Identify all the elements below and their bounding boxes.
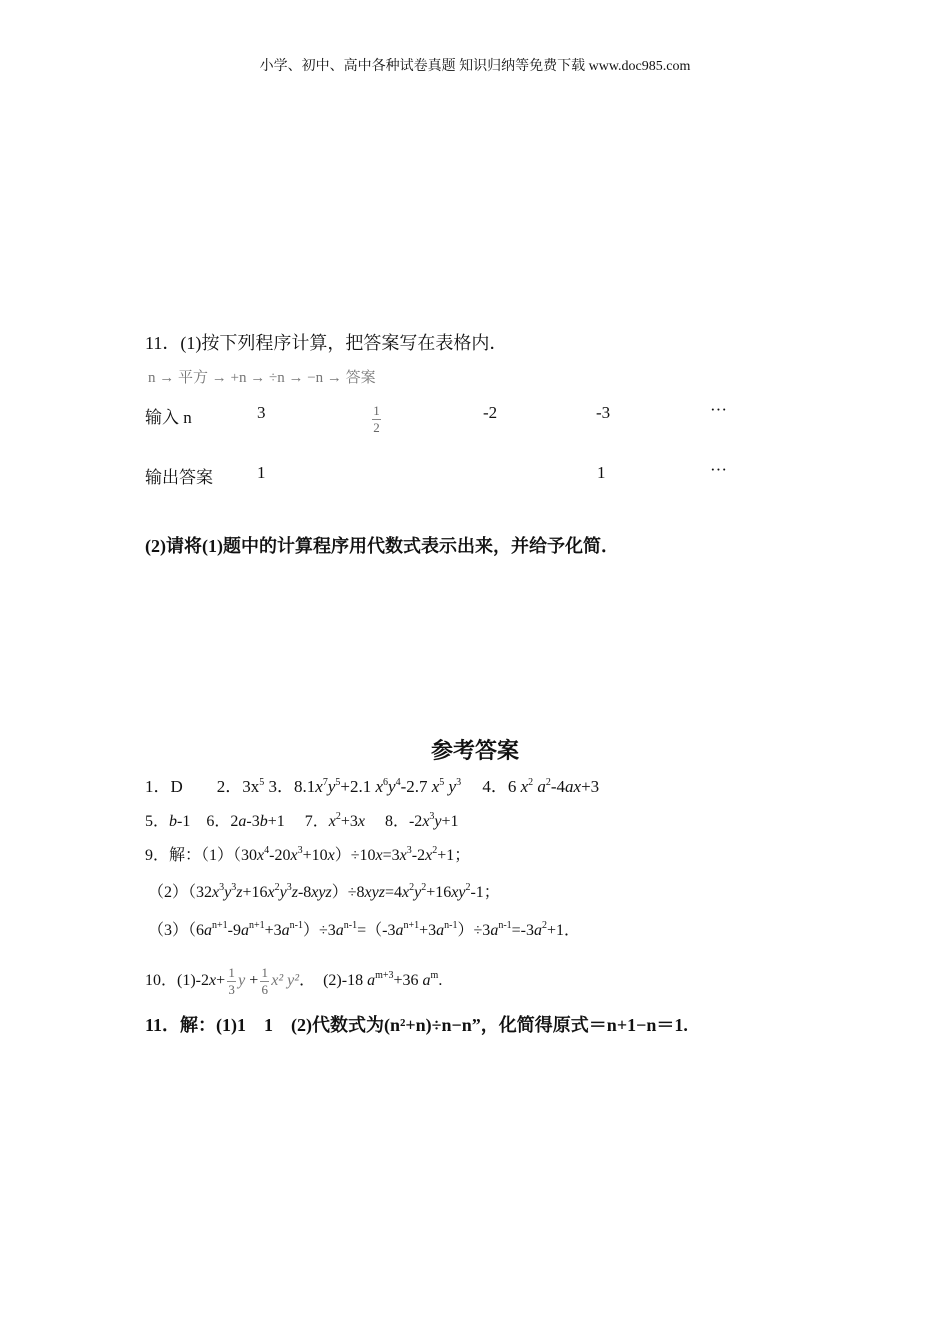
answer-segment: y (444, 777, 457, 796)
output-2: 1 (597, 463, 606, 482)
answer-segment: x (290, 847, 298, 864)
answer-segment: y (434, 813, 442, 830)
answer-segment: =（-3 (357, 922, 396, 939)
answer-segment: x (212, 884, 220, 901)
answer-segment: （2）（32 (148, 884, 213, 901)
answer-line-3 (145, 846, 470, 866)
answer-segment: x (357, 813, 365, 830)
answer-segment: +16 (426, 884, 452, 901)
answer-segment: 5． (145, 813, 170, 830)
answer-line-4 (148, 883, 500, 903)
answer-line-1 (145, 777, 599, 797)
answer-segment: 2 (465, 882, 471, 893)
answer-segment: -3 (246, 813, 260, 830)
answer-segment: +3 (419, 922, 437, 939)
answer-segment: 2 (528, 777, 534, 788)
answer-segment: 4．6 (461, 777, 521, 796)
answer-segment: 2 (274, 882, 280, 893)
answer-segment: a (240, 922, 249, 939)
answer-segment: a (395, 922, 404, 939)
answer-11: 11．解：(1)1 1 (2)代数式为(n²+n)÷n−n”，化简得原式＝n+1−n＝1. (145, 1015, 688, 1035)
answer-segment: n-1 (343, 920, 358, 931)
answer-segment: x (399, 847, 407, 864)
answer-segment: +1． (547, 922, 581, 939)
answer-segment: =3 (382, 847, 400, 864)
answer-segment: 2 (542, 920, 548, 931)
answer-segment: x (520, 777, 529, 796)
answer-segment: xyz (364, 884, 385, 901)
answer-segment: +1 7． (267, 813, 329, 830)
answer-segment: y (388, 777, 396, 796)
input-half: $\frac{1}{2}$ (373, 403, 380, 435)
input-3: 3 (257, 403, 266, 422)
answer-segment: 2 (409, 882, 415, 893)
question-11-part2: (2)请将(1)题中的计算程序用代数式表示出来，并给予化简． (145, 536, 619, 556)
answer-segment: 7 (322, 777, 328, 788)
answer-segment: +1； (437, 847, 471, 864)
answer-segment: +10 (302, 847, 328, 864)
answer-segment: a (281, 922, 290, 939)
answer-segment: xyz (311, 884, 332, 901)
answer-segment: n+1 (248, 920, 265, 931)
answer-segment: -2.7 (400, 777, 432, 796)
answer-segment: ）÷3 (457, 922, 491, 939)
answer-segment: x (267, 884, 275, 901)
answer-segment: -8 (297, 884, 312, 901)
answer-segment: 3x (242, 777, 260, 796)
answer-segment: b (169, 813, 178, 830)
answer-segment: x (315, 777, 323, 796)
answer-segment: +3 (581, 777, 600, 796)
answer-segment: a (534, 922, 543, 939)
answer-segment: a (533, 777, 546, 796)
answer-segment: -1 6．2 (177, 813, 239, 830)
answer-segment: x (425, 847, 433, 864)
answer-segment: a (436, 922, 445, 939)
answer-segment: y (279, 884, 287, 901)
answer-segment: 6 (383, 777, 389, 788)
answer-segment: =4 (384, 884, 402, 901)
answer-segment: -20 (269, 847, 291, 864)
answer-segment: 3 (231, 882, 237, 893)
answer-segment: （3）（6 (148, 922, 205, 939)
answer-segment: y (224, 884, 232, 901)
input-minus3: -3 (596, 403, 611, 422)
answer-segment: x (375, 777, 384, 796)
answer-segment: 3 (429, 811, 435, 822)
output-1: 1 (257, 463, 266, 482)
input-minus2: -2 (483, 403, 498, 422)
answer-segment: y (327, 777, 336, 796)
answer-segment: n-1 (498, 920, 512, 931)
answer-segment: x (375, 847, 383, 864)
answer-segment: a (238, 813, 247, 830)
answer-segment: =-3 (511, 922, 535, 939)
page-header: 小学、初中、高中各种试卷真题 知识归纳等免费下载 www.doc985.com (259, 59, 691, 74)
answer-segment: a (490, 922, 499, 939)
answer-segment: 3 (219, 882, 225, 893)
answer-segment: 4 (264, 845, 270, 856)
answers-title: 参考答案 (430, 738, 519, 763)
answer-segment: x (327, 847, 335, 864)
answer-segment: ）÷8 (331, 884, 365, 901)
answer-segment: +3 (340, 813, 358, 830)
answer-segment: 3 (456, 777, 462, 788)
answer-segment: +2.1 (340, 777, 376, 796)
answer-segment: 3 (286, 882, 292, 893)
answer-segment: n+1 (212, 920, 228, 931)
answer-segment: -9 (227, 922, 241, 939)
answer-segment: ）÷3 (303, 922, 336, 939)
answer-segment: 4 (395, 777, 401, 788)
answer-segment: 3 (297, 845, 303, 856)
question-11-title: 11．(1)按下列程序计算，把答案写在表格内． (145, 333, 508, 353)
answer-segment: n+1 (403, 920, 420, 931)
answer-line-2 (145, 812, 459, 832)
answer-segment: -1； (470, 884, 500, 901)
answer-segment: ）÷10 (334, 847, 376, 864)
answer-segment: x (422, 813, 430, 830)
answer-segment: 5 (335, 777, 341, 788)
answer-segment: x (401, 884, 410, 901)
answer-line-5 (148, 921, 580, 941)
answer-segment: 2 (421, 882, 427, 893)
answer-segment: a (335, 922, 344, 939)
answer-segment: y (414, 884, 422, 901)
program-flow: n → 平方 → +n → ÷n → −n → 答案 (148, 370, 376, 386)
answer-segment: n-1 (444, 920, 458, 931)
answer-segment: 2 (335, 811, 341, 822)
answer-segment: 8．-2 (364, 813, 423, 830)
answer-segment: xy (451, 884, 466, 901)
answer-segment: +3 (264, 922, 282, 939)
answer-segment: b (259, 813, 268, 830)
output-ellipsis: ··· (710, 460, 727, 479)
answer-segment: 9．解：（1）（30 (145, 847, 258, 864)
answer-segment: 3 (406, 845, 412, 856)
input-ellipsis: ··· (710, 400, 727, 419)
answer-segment: x (328, 813, 336, 830)
answer-segment: n-1 (289, 920, 303, 931)
answer-segment: 5 (259, 777, 265, 788)
answer-segment: a (204, 922, 213, 939)
answer-segment: z (291, 884, 298, 901)
answer-segment: ax (565, 777, 582, 796)
answer-10: 10．(1)-2x+ $\frac{1}{3}$ y + $\frac{1}{6}$ x² y²． (2)-18 $a^{m+3}+36$ $a^m$. (145, 965, 443, 997)
answer-segment: 3．8.1 (264, 777, 316, 796)
answer-segment: 5 (439, 777, 445, 788)
answer-segment: -4 (550, 777, 566, 796)
answer-segment: -2 (411, 847, 426, 864)
answer-segment: +1 (441, 813, 459, 830)
answer-segment: 2 (432, 845, 438, 856)
table-row2-label: 输出答案 (145, 468, 213, 487)
answer-segment: z (236, 884, 243, 901)
answer-segment: x (431, 777, 440, 796)
answer-segment: 1．D 2． (145, 777, 243, 796)
table-row1-label: 输入 n (145, 408, 192, 427)
answer-segment: +16 (242, 884, 268, 901)
answer-segment: 2 (545, 777, 551, 788)
answer-segment: x (257, 847, 265, 864)
